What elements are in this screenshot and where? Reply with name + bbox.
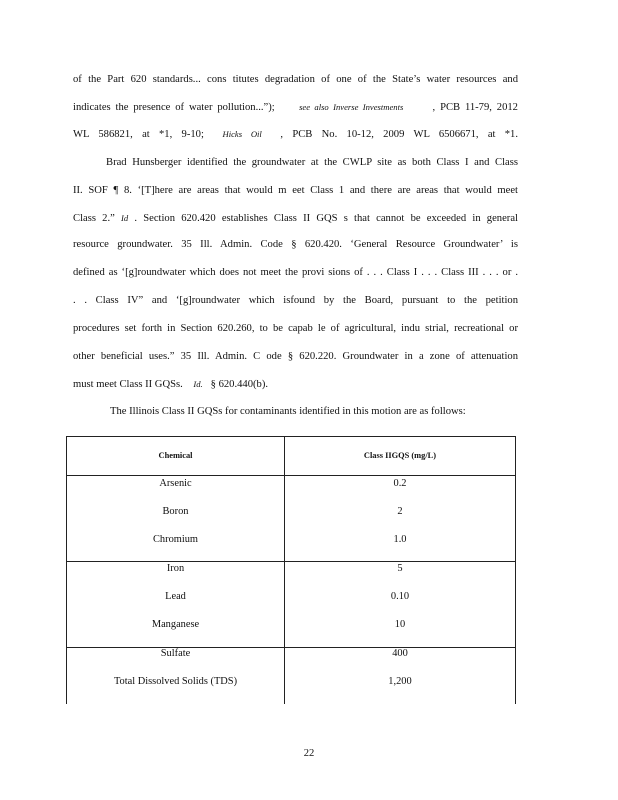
body-line: resource groundwater. 35 Ill. Admin. Code § 620.420. ‘General Resource Groundwater’ is	[73, 239, 518, 250]
body-line: . . Class IV” and ‘[g]roundwater which isfound by the Board, pursuant to the petition	[73, 295, 518, 306]
table-cell-value: 400	[392, 648, 408, 659]
header-chemical: Chemical	[158, 451, 193, 460]
table-cell-chemical: Boron	[162, 506, 189, 517]
citation-text: § 620.440(b).	[210, 379, 269, 390]
table-cell-chemical: Arsenic	[159, 478, 192, 489]
table-cell-chemical: Total Dissolved Solids (TDS)	[113, 676, 238, 687]
body-line: other beneficial uses.” 35 Ill. Admin. C ode § 620.220. Groundwater in a zone of attenuation	[73, 351, 518, 362]
body-line: procedures set forth in Section 620.260, to be capab le of agricultural, indu strial, recreational or	[73, 323, 518, 334]
body-line: II. SOF ¶ 8. ‘[T]here are areas that would m eet Class 1 and there are areas that would meet	[73, 185, 518, 196]
citation-italic: see also Inverse Investments	[299, 102, 404, 112]
table-cell-value: 10	[394, 619, 406, 630]
citation-italic: Id.	[193, 379, 203, 389]
body-line: of the Part 620 standards... cons titutes degradation of one of the State’s water resources and	[73, 74, 518, 85]
table-cell-chemical: Manganese	[151, 619, 200, 630]
row-divider	[67, 475, 515, 476]
table-cell-value: 2	[397, 506, 403, 517]
table-cell-value: 1,200	[388, 676, 412, 687]
body-line: The Illinois Class II GQSs for contaminants identified in this motion are as follows:	[110, 406, 466, 417]
body-text: must meet Class II GQSs.	[73, 379, 183, 390]
body-line	[73, 128, 518, 141]
table-cell-value: 0.10	[390, 591, 410, 602]
body-line	[73, 101, 518, 114]
table-cell-chemical: Iron	[166, 563, 185, 574]
body-line: Brad Hunsberger identified the groundwater at the CWLP site as both Class I and Class	[106, 157, 518, 168]
table-cell-chemical: Lead	[165, 591, 186, 602]
header-class-gqs: Class IIGQS (mg/L)	[363, 451, 437, 460]
body-text: WL 586821, at *1, 9-10;	[73, 129, 204, 140]
table-cell-value: 5	[397, 563, 403, 574]
table-cell-value: 1.0	[393, 534, 407, 545]
table-cell-chemical: Sulfate	[160, 648, 191, 659]
body-text: Class 2.”	[73, 213, 115, 224]
citation-italic: Id	[121, 213, 129, 223]
row-divider	[67, 561, 515, 562]
body-line	[73, 212, 518, 225]
gqs-table	[66, 436, 516, 704]
page-number: 22	[303, 748, 315, 759]
table-cell-chemical: Chromium	[152, 534, 199, 545]
body-text: . Section 620.420 establishes Class II GQS s that cannot be exceeded in general	[134, 213, 518, 224]
body-line	[73, 378, 518, 391]
body-text: indicates the presence of water pollution...”);	[73, 102, 275, 113]
citation-text: , PCB 11-79, 2012	[432, 102, 518, 113]
table-cell-value: 0.2	[393, 478, 407, 489]
citation-text: , PCB No. 10-12, 2009 WL 6506671, at *1.	[280, 129, 519, 140]
citation-italic: Hicks Oil	[222, 129, 262, 139]
body-line: defined as ‘[g]roundwater which does not meet the provi sions of . . . Class I . . . Class III . . . or .	[73, 267, 518, 278]
